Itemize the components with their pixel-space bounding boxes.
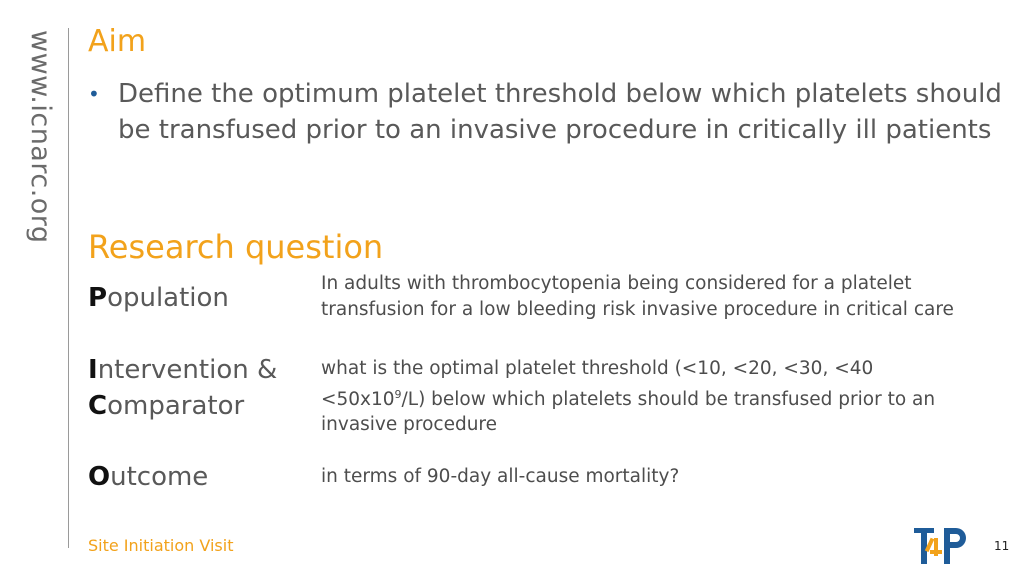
intervention-description: what is the optimal platelet threshold (<10, <20, <30, $<40 <50x10^9/L$) below which platelets should be transfused prior to an invasive procedure xyxy=(321,358,936,436)
pico-population-label: Population xyxy=(88,283,229,313)
pico-initial: O xyxy=(88,462,111,492)
aim-bullet-item xyxy=(88,76,1008,148)
pico-initial: I xyxy=(88,355,98,385)
page-number: 11 xyxy=(994,539,1010,553)
pico-intervention-label: Intervention & xyxy=(88,355,278,385)
research-question-heading: Research question xyxy=(88,228,384,266)
aim-bullet-text: Define the optimum platelet threshold below which platelets should be transfused prior to an invasive procedure in critically ill patients xyxy=(118,79,1002,145)
pico-initial: C xyxy=(88,391,108,421)
bullet-icon: • xyxy=(88,82,100,106)
pico-outcome-label: Outcome xyxy=(88,462,209,492)
population-description: In adults with thrombocytopenia being considered for a platelet transfusion for a low bleeding risk invasive procedure in critical care xyxy=(321,273,954,320)
aim-heading: Aim xyxy=(88,24,147,59)
vertical-divider xyxy=(68,28,69,548)
pico-comparator-label: Comparator xyxy=(88,391,245,421)
t4p-logo-icon xyxy=(912,524,968,568)
aim-list xyxy=(88,76,1008,148)
website-url: www.icnarc.org xyxy=(25,30,56,244)
outcome-description: in terms of 90-day all-cause mortality? xyxy=(321,466,680,487)
pico-initial: P xyxy=(88,283,108,313)
footer-label: Site Initiation Visit xyxy=(88,536,234,555)
